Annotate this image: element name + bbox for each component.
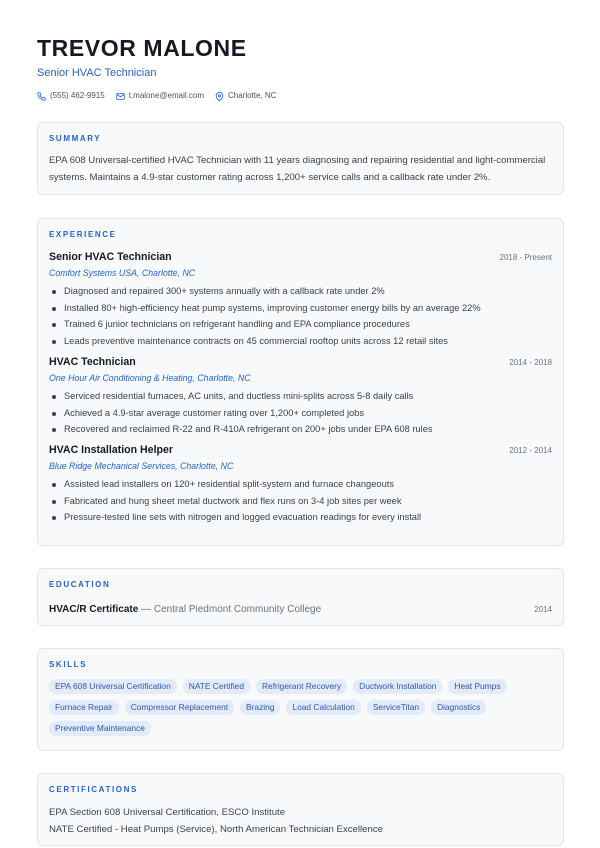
education-section: [37, 568, 564, 626]
contact-phone: [37, 90, 105, 102]
location-text: Charlotte, NC: [227, 91, 277, 100]
job-entry: [49, 250, 552, 350]
experience-heading: EXPERIENCE: [49, 230, 117, 239]
skill-chip: Ductwork Installation: [353, 679, 442, 694]
certification-item: NATE Certified - Heat Pumps (Service), North American Technician Excellence: [49, 824, 383, 835]
skill-chip: NATE Certified: [183, 679, 250, 694]
candidate-title: Senior HVAC Technician: [37, 67, 157, 79]
bullet-item: Recovered and reclaimed R-22 and R-410A refrigerant on 200+ jobs under EPA 608 rules: [49, 421, 552, 438]
skill-chip: Refrigerant Recovery: [256, 679, 347, 694]
job-title: HVAC Technician: [49, 355, 136, 368]
phone-icon: [37, 92, 46, 101]
job-entry: [49, 443, 552, 526]
bullet-item: Leads preventive maintenance contracts on 45 commercial rooftop units across 12 retail sites: [49, 333, 552, 350]
job-bullets: [49, 283, 552, 350]
job-entry: [49, 355, 552, 438]
education-heading: EDUCATION: [49, 580, 111, 589]
bullet-item: Serviced residential furnaces, AC units, and ductless mini-splits across 5-8 daily calls: [49, 388, 552, 405]
education-degree: HVAC/R Certificate: [49, 604, 139, 615]
education-separator: —: [138, 604, 154, 615]
summary-heading: SUMMARY: [49, 134, 102, 143]
resume-header: [37, 34, 563, 102]
skill-chip: Brazing: [240, 700, 280, 715]
job-dates: 2018 - Present: [499, 253, 552, 262]
certifications-heading: CERTIFICATIONS: [49, 785, 138, 794]
job-title: Senior HVAC Technician: [49, 251, 172, 263]
skill-chip: Diagnostics: [431, 700, 486, 715]
job-dates: 2014 - 2018: [509, 357, 552, 367]
certification-item: EPA Section 608 Universal Certification, ESCO Institute: [49, 807, 286, 818]
job-company: Blue Ridge Mechanical Services, Charlotte, NC: [49, 460, 234, 471]
contact-location: [215, 90, 276, 102]
bullet-item: Assisted lead installers on 120+ residential split-system and furnace changeouts: [49, 476, 552, 493]
bullet-item: Installed 80+ high-efficiency heat pump systems, improving customer energy bills by an average 22%: [49, 300, 552, 317]
mail-icon: [116, 92, 125, 101]
job-dates: 2012 - 2014: [509, 445, 552, 455]
job-company: One Hour Air Conditioning & Heating, Charlotte, NC: [49, 372, 251, 383]
bullet-item: Trained 6 junior technicians on refrigerant handling and EPA compliance procedures: [49, 316, 552, 333]
job-bullets: [49, 476, 552, 526]
candidate-name: TREVOR MALONE: [37, 35, 247, 61]
certifications-section: [37, 773, 564, 846]
phone-text: (555) 462-9915: [50, 91, 105, 100]
education-school: Central Piedmont Community College: [153, 604, 322, 615]
bullet-item: Fabricated and hung sheet metal ductwork and flex runs on 3-4 job sites per week: [49, 493, 552, 510]
education-entry: [49, 599, 552, 617]
job-company: Comfort Systems USA, Charlotte, NC: [49, 268, 196, 278]
contact-email[interactable]: [116, 90, 204, 102]
map-pin-icon: [215, 92, 224, 101]
education-year: 2014: [534, 605, 552, 614]
skill-chip: Furnace Repair: [49, 700, 119, 715]
experience-section: [37, 218, 564, 546]
contact-row: [37, 90, 563, 102]
skill-chip: Heat Pumps: [448, 679, 506, 694]
skills-section: [37, 648, 564, 751]
summary-section: [37, 122, 564, 195]
summary-text: EPA 608 Universal-certified HVAC Technician with 11 years diagnosing and repairing residential and light-commercial systems. Maintains a 4.9-star customer rating across 1,200+ service calls and a callback rate under 2%.: [49, 155, 546, 183]
job-bullets: [49, 388, 552, 438]
certifications-list: [49, 804, 552, 838]
skill-chip: EPA 608 Universal Certification: [49, 679, 177, 694]
bullet-item: Achieved a 4.9-star average customer rating over 1,200+ completed jobs: [49, 405, 552, 422]
email-text[interactable]: t.malone@email.com: [128, 91, 204, 100]
skill-chip: Compressor Replacement: [125, 700, 234, 715]
bullet-item: Diagnosed and repaired 300+ systems annually with a callback rate under 2%: [49, 283, 552, 300]
job-title: HVAC Installation Helper: [49, 443, 174, 456]
skills-list: [49, 679, 552, 736]
skill-chip: Preventive Maintenance: [49, 721, 151, 736]
bullet-item: Pressure-tested line sets with nitrogen and logged evacuation readings for every install: [49, 509, 552, 526]
skills-heading: SKILLS: [49, 660, 88, 669]
skill-chip: Load Calculation: [286, 700, 360, 715]
skill-chip: ServiceTitan: [367, 700, 425, 715]
